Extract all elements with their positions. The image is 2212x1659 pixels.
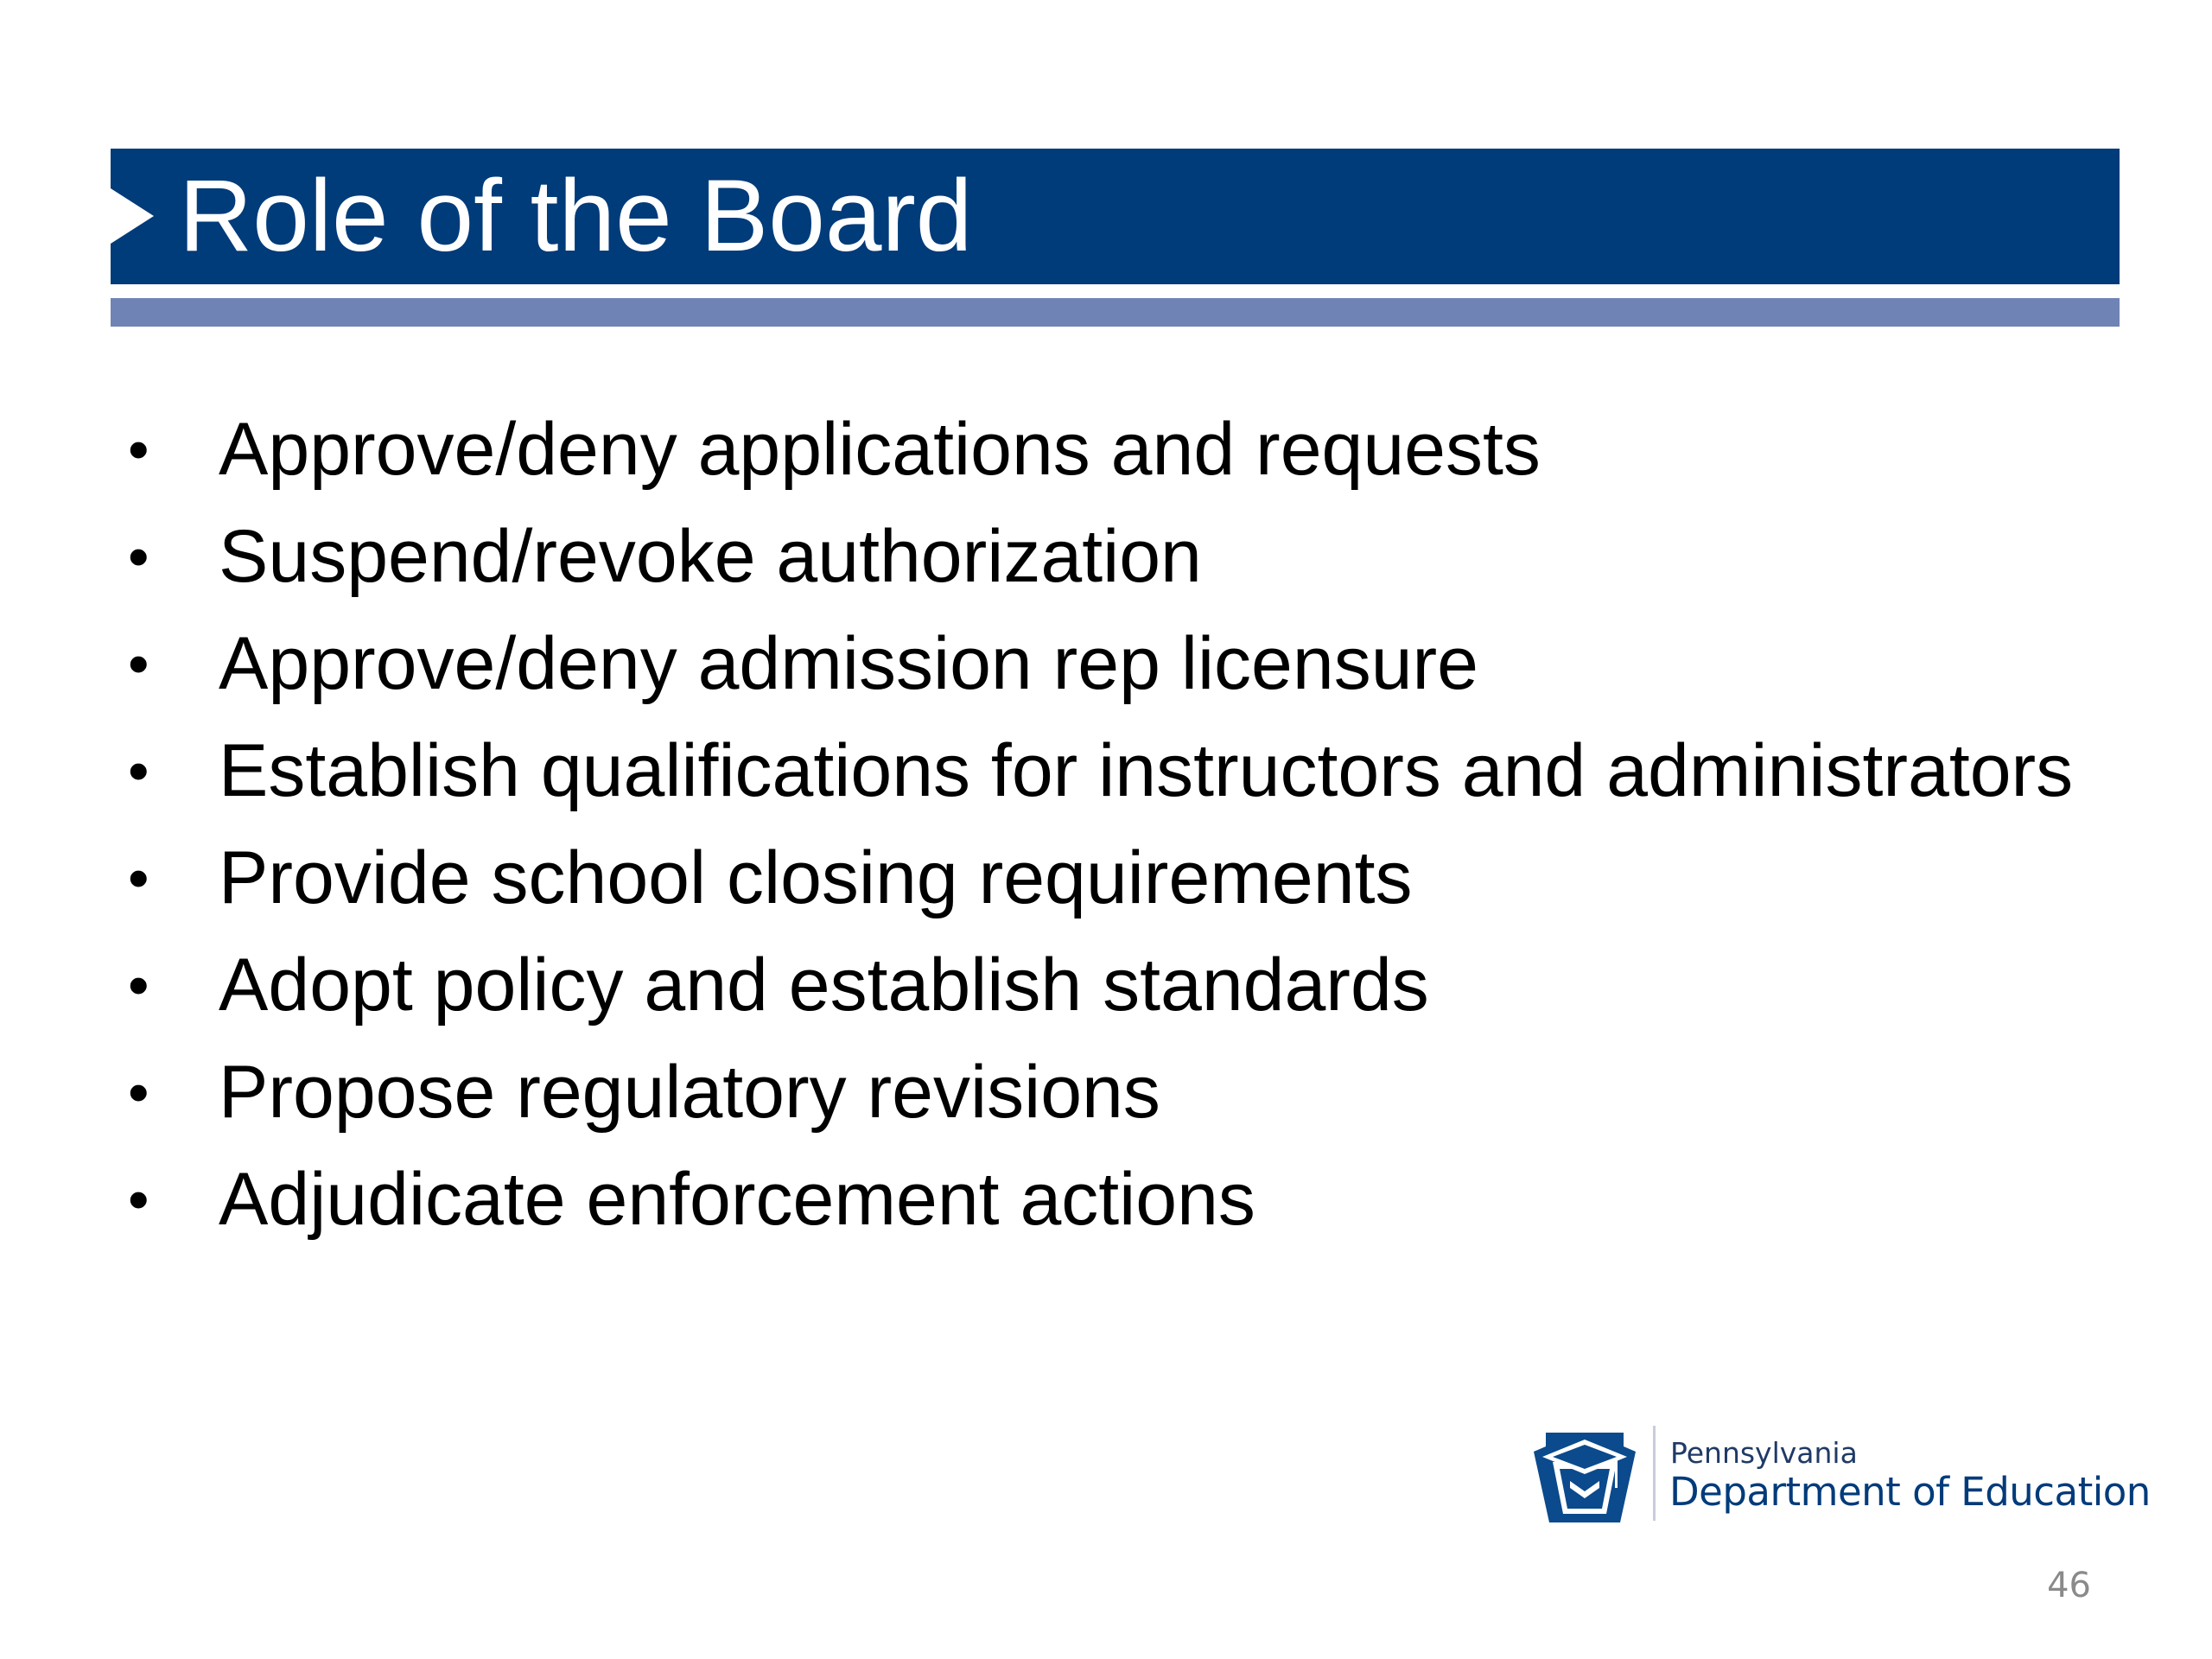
title-underline (111, 298, 2120, 327)
bullet-text: Provide school closing requirements (219, 836, 1413, 919)
title-arrow-icon (111, 188, 154, 244)
bullet-icon: • (128, 951, 149, 1019)
logo-state-name: Pennsylvania (1670, 1436, 1858, 1470)
bullet-icon: • (128, 1166, 149, 1233)
bullet-icon: • (128, 630, 149, 697)
bullet-icon: • (128, 416, 149, 483)
keystone-graduation-cap-icon (1534, 1427, 1636, 1527)
bullet-text: Suspend/revoke authorization (219, 515, 1202, 598)
bullet-text: Propose regulatory revisions (219, 1051, 1160, 1134)
logo-department-name: Department of Education (1669, 1469, 2151, 1515)
bullet-icon: • (128, 737, 149, 804)
slide-title: Role of the Board (179, 159, 973, 273)
bullet-icon: • (128, 1058, 149, 1126)
page-number: 46 (2047, 1566, 2091, 1605)
bullet-text: Approve/deny admission rep licensure (219, 622, 1479, 705)
pa-education-logo (1534, 1417, 2151, 1529)
bullet-text: Approve/deny applications and requests (219, 408, 1541, 491)
bullet-icon: • (128, 844, 149, 912)
bullet-text: Establish qualifications for instructors and administrators (219, 729, 2074, 812)
bullet-icon: • (128, 523, 149, 590)
logo-divider (1653, 1426, 1656, 1521)
bullet-text: Adjudicate enforcement actions (219, 1158, 1255, 1241)
bullet-text: Adopt policy and establish standards (219, 944, 1429, 1027)
